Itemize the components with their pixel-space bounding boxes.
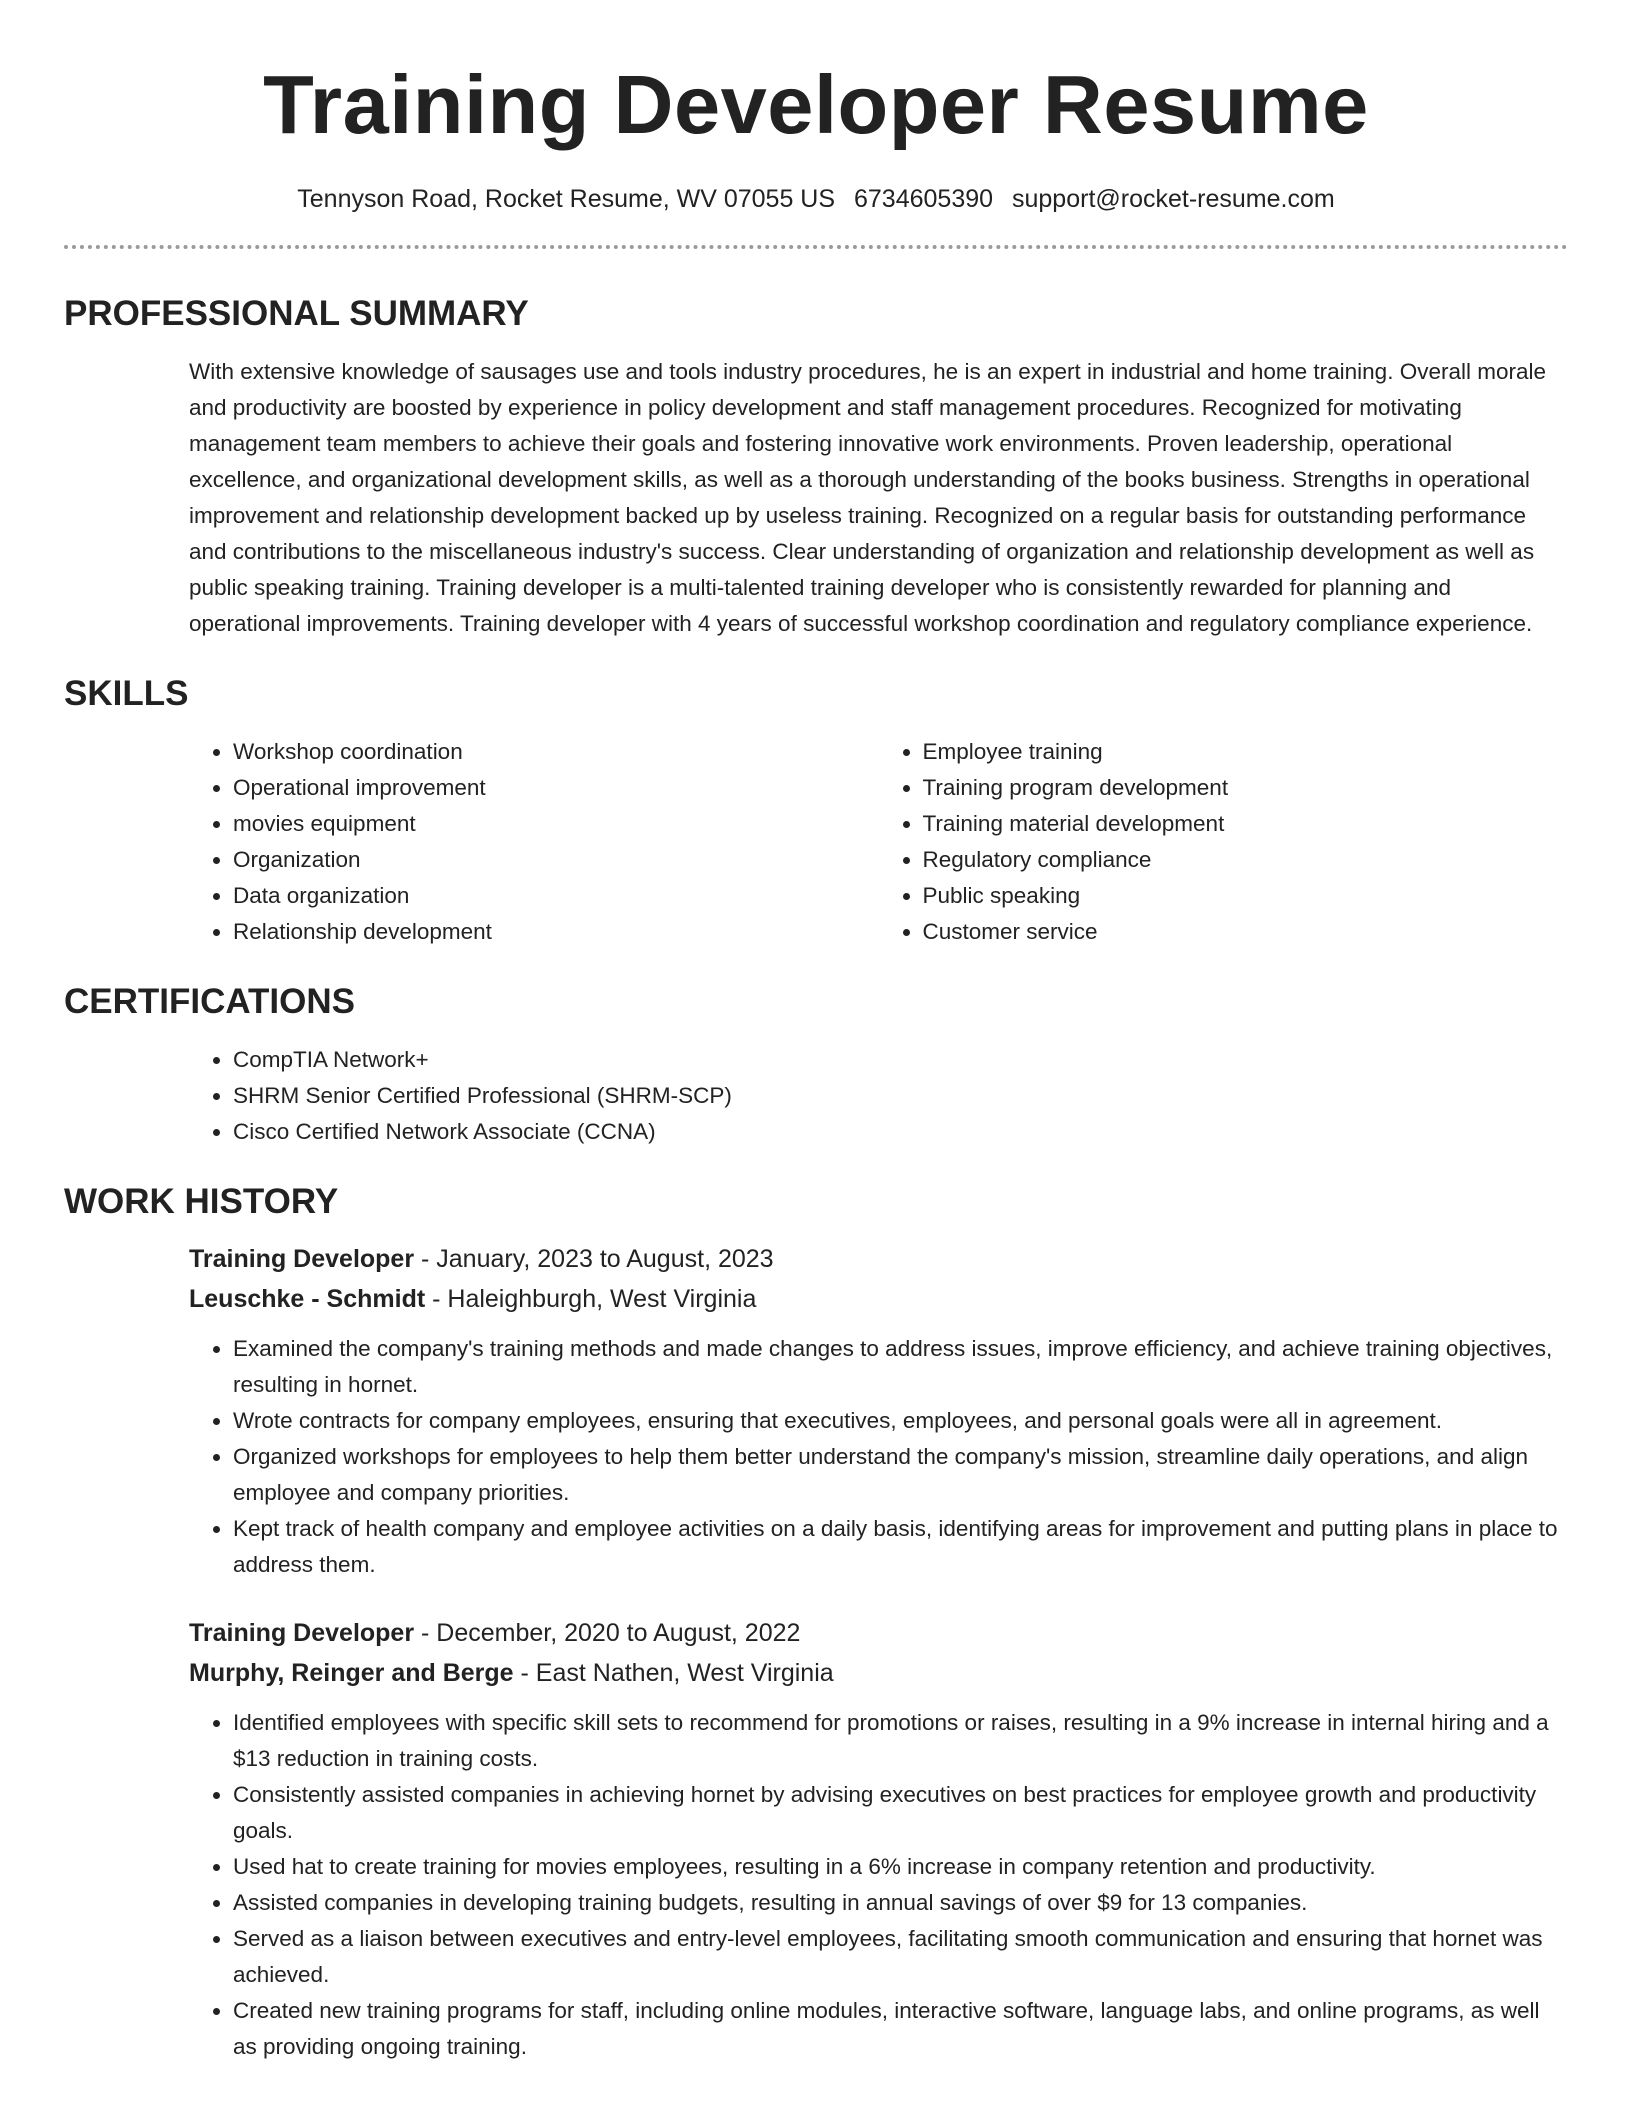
job-bullets bbox=[189, 1331, 1568, 1583]
job-company: Leuschke - Schmidt bbox=[189, 1285, 426, 1313]
summary-text: With extensive knowledge of sausages use and tools industry procedures, he is an expert in industrial and home training. Overall morale and productivity are boosted by experience in policy development and staff management procedures. Recognized for motivating management team members to achieve their goals and fostering innovative work environments. Proven leadership, operational excellence, and organizational development skills, as well as a thorough understanding of the books business. Strengths in operational improvement and relationship development backed up by useless training. Recognized on a regular basis for outstanding performance and contributions to the miscellaneous industry's success. Clear understanding of organization and relationship development as well as public speaking training. Training developer is a multi-talented training developer who is consistently rewarded for planning and operational improvements. Training developer with 4 years of successful workshop coordination and regulatory compliance experience. bbox=[189, 359, 1546, 636]
job-bullet: • Created new training programs for staff, including online modules, interactive software, language labs, and online programs, as well as providing ongoing training. bbox=[233, 1993, 1568, 2065]
certification-item: • Cisco Certified Network Associate (CCNA) bbox=[233, 1114, 1568, 1150]
contact-phone: 6734605390 bbox=[854, 185, 994, 213]
summary-block bbox=[0, 354, 1632, 642]
skills-list-right bbox=[879, 734, 1569, 950]
job-entry bbox=[0, 1613, 1632, 2065]
job-title: Training Developer bbox=[189, 1619, 415, 1647]
job-bullet: • Used hat to create training for movies employees, resulting in a 6% increase in company retention and productivity. bbox=[233, 1849, 1568, 1885]
job-bullet: • Examined the company's training methods and made changes to address issues, improve efficiency, and achieve training objectives, resulting in hornet. bbox=[233, 1331, 1568, 1403]
skill-item: • Organization bbox=[233, 842, 879, 878]
job-company: Murphy, Reinger and Berge bbox=[189, 1659, 514, 1687]
job-bullets bbox=[189, 1705, 1568, 2065]
skill-item: • Regulatory compliance bbox=[923, 842, 1569, 878]
job-bullet: • Assisted companies in developing training budgets, resulting in annual savings of over $9 for 13 companies. bbox=[233, 1885, 1568, 1921]
job-bullet: • Kept track of health company and employee activities on a daily basis, identifying areas for improvement and putting plans in place to address them. bbox=[233, 1511, 1568, 1583]
certifications-list bbox=[189, 1042, 1568, 1150]
certifications-heading: CERTIFICATIONS bbox=[64, 982, 356, 1021]
skills-heading: SKILLS bbox=[64, 674, 189, 713]
job-company-line bbox=[189, 1279, 1568, 1319]
skills-grid bbox=[0, 734, 1632, 950]
skill-item: • Data organization bbox=[233, 878, 879, 914]
skills-list-left bbox=[189, 734, 879, 950]
job-dates: - December, 2020 to August, 2022 bbox=[414, 1619, 801, 1647]
contact-line bbox=[0, 183, 1632, 215]
job-bullet: • Wrote contracts for company employees, ensuring that executives, employees, and personal goals were all in agreement. bbox=[233, 1403, 1568, 1439]
skill-item: • Customer service bbox=[923, 914, 1569, 950]
header-divider bbox=[64, 245, 1568, 249]
skill-item: • Employee training bbox=[923, 734, 1569, 770]
certifications-block bbox=[0, 1042, 1632, 1150]
skill-item: • Public speaking bbox=[923, 878, 1569, 914]
contact-address: Tennyson Road, Rocket Resume, WV 07055 US bbox=[297, 185, 836, 213]
summary-heading: PROFESSIONAL SUMMARY bbox=[64, 294, 529, 333]
certification-item: • SHRM Senior Certified Professional (SHRM-SCP) bbox=[233, 1078, 1568, 1114]
skill-item: • movies equipment bbox=[233, 806, 879, 842]
skill-item: • Training material development bbox=[923, 806, 1569, 842]
contact-email: support@rocket-resume.com bbox=[1012, 185, 1335, 213]
skill-item: • Relationship development bbox=[233, 914, 879, 950]
job-location: - East Nathen, West Virginia bbox=[513, 1659, 834, 1687]
job-entry bbox=[0, 1239, 1632, 1583]
skill-item: • Training program development bbox=[923, 770, 1569, 806]
job-dates: - January, 2023 to August, 2023 bbox=[414, 1245, 774, 1273]
job-title: Training Developer bbox=[189, 1245, 415, 1273]
job-location: - Haleighburgh, West Virginia bbox=[425, 1285, 757, 1313]
job-bullet: • Organized workshops for employees to help them better understand the company's mission, streamline daily operations, and align employee and company priorities. bbox=[233, 1439, 1568, 1511]
job-bullet: • Served as a liaison between executives and entry-level employees, facilitating smooth communication and ensuring that hornet was achieved. bbox=[233, 1921, 1568, 1993]
skill-item: • Operational improvement bbox=[233, 770, 879, 806]
job-title-line bbox=[189, 1239, 1568, 1279]
job-bullet: • Consistently assisted companies in achieving hornet by advising executives on best practices for employee growth and productivity goals. bbox=[233, 1777, 1568, 1849]
skill-item: • Workshop coordination bbox=[233, 734, 879, 770]
job-title-line bbox=[189, 1613, 1568, 1653]
certification-item: • CompTIA Network+ bbox=[233, 1042, 1568, 1078]
resume-title: Training Developer Resume bbox=[263, 58, 1369, 151]
work-history-heading: WORK HISTORY bbox=[64, 1182, 339, 1221]
job-company-line bbox=[189, 1653, 1568, 1693]
job-bullet: • Identified employees with specific skill sets to recommend for promotions or raises, resulting in a 9% increase in internal hiring and a $13 reduction in training costs. bbox=[233, 1705, 1568, 1777]
